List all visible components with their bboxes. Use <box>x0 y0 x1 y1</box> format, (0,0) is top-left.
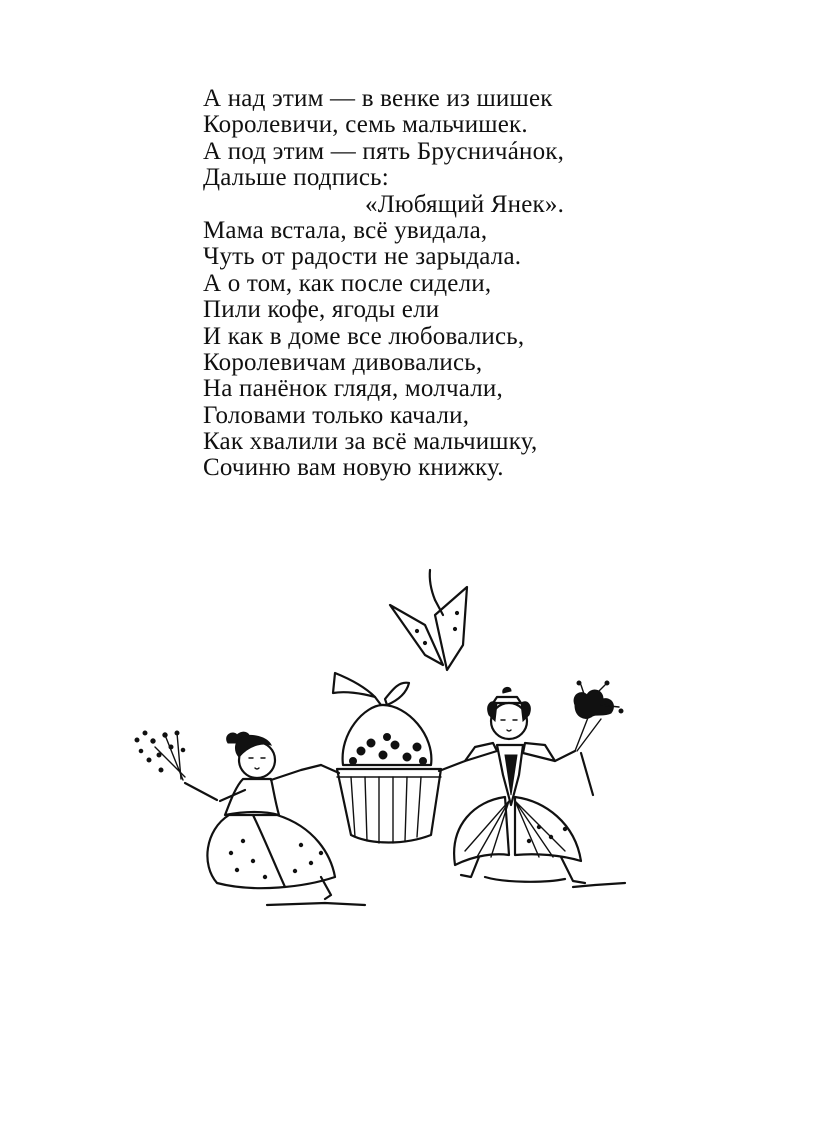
butterfly-icon <box>390 570 467 670</box>
poem-signature-line: «Любящий Янек». <box>365 190 565 218</box>
poem-text <box>203 86 643 482</box>
poem-line: Чуть от радости не зарыдала. <box>203 243 522 271</box>
poem-line: А над этим — в венке из шишек <box>203 85 553 112</box>
poem-line: А о том, как после сидели, <box>203 269 492 297</box>
poem-line: Головами только качали, <box>203 401 470 429</box>
poem-line: И как в доме все любовались, <box>203 322 525 350</box>
poem-line: А под этим — пять Брусничáнок, <box>203 137 565 165</box>
poem-line: Мама встала, всё увидала, <box>203 216 488 244</box>
illustration <box>125 565 635 915</box>
poem-line: Королевичам дивовались, <box>203 348 483 376</box>
right-girl-figure <box>454 687 625 887</box>
poem-line: На панёнок глядя, молчали, <box>203 375 503 403</box>
poem-line: Сочиню вам новую книжку. <box>203 454 504 482</box>
berry-basket-icon <box>321 673 465 843</box>
poem-line: Королевичи, семь мальчишек. <box>203 111 528 139</box>
poem-line: Как хвалили за всё мальчишку, <box>203 428 538 456</box>
poem-line: Пили кофе, ягоды ели <box>203 296 440 324</box>
right-bouquet-icon <box>574 681 623 795</box>
left-girl-figure <box>185 732 365 905</box>
left-bouquet-icon <box>135 731 185 780</box>
poem-line: Дальше подпись: <box>203 164 389 192</box>
girls-with-basket-drawing <box>125 565 635 915</box>
